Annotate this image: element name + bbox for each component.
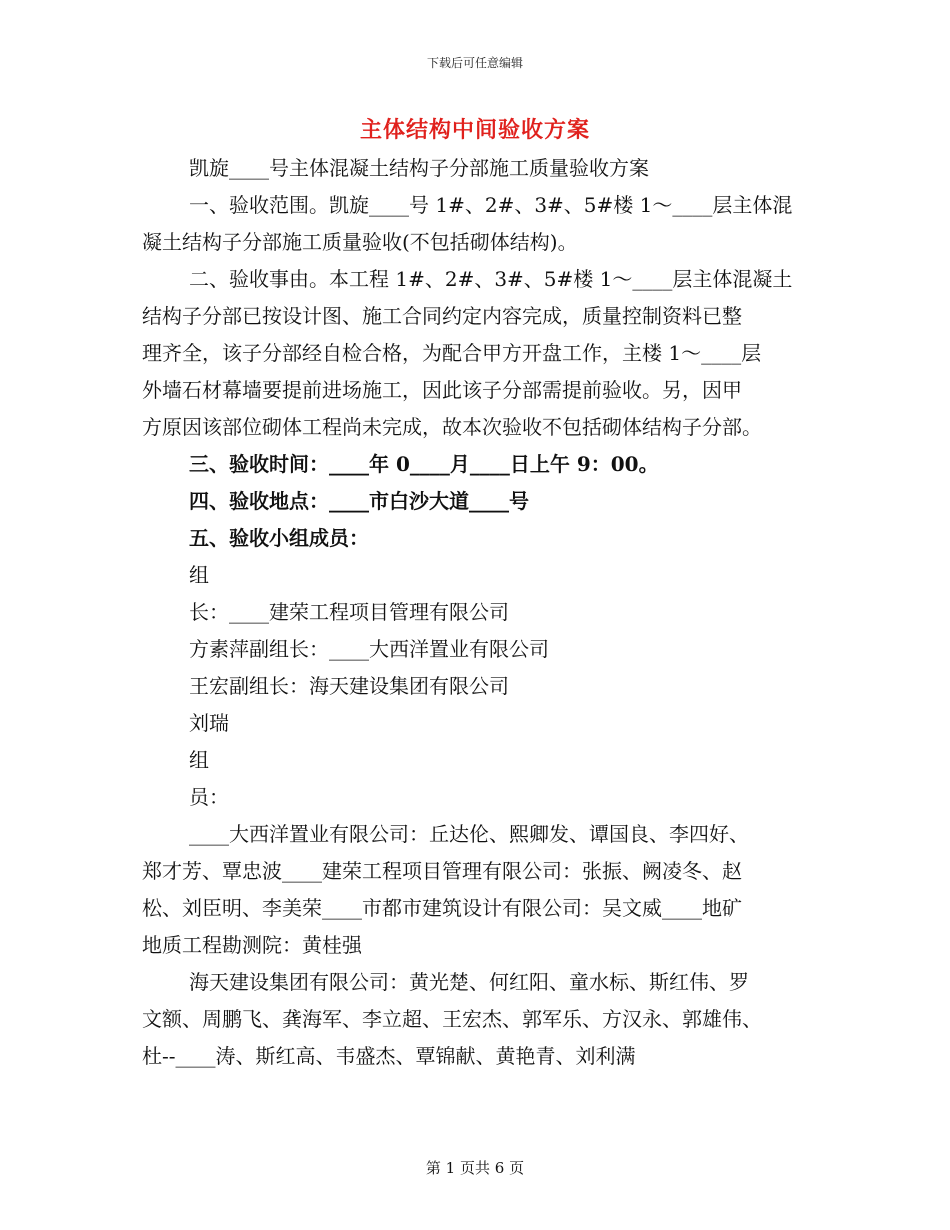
members-para-2-line-1: 海天建设集团有限公司：黄光楚、何红阳、童水标、斯红伟、罗 — [189, 970, 749, 994]
page-number: 第 1 页共 6 页 — [425, 1159, 525, 1177]
members-para-1-line-3: 松、刘臣明、李美荣____市都市建筑设计有限公司：吴文威____地矿 — [142, 896, 742, 920]
members-para-1-line-1: ____大西洋置业有限公司：丘达伦、熙卿发、谭国良、李四好、 — [189, 822, 749, 846]
page-header: 下载后可任意编辑 — [426, 56, 523, 70]
section-4-location: 四、验收地点：____市白沙大道____号 — [189, 489, 529, 513]
members-para-1-line-4: 地质工程勘测院：黄桂强 — [142, 933, 362, 957]
document-body — [142, 150, 810, 1075]
member-line-leader: 长：____建荣工程项目管理有限公司 — [189, 600, 509, 624]
section-3-time: 三、验收时间：____年 0____月____日上午 9：00。 — [189, 452, 659, 476]
member-line-deputy-2: 王宏副组长：海天建设集团有限公司 — [189, 674, 509, 698]
document-title: 主体结构中间验收方案 — [359, 117, 590, 143]
section-2-line-2: 结构子分部已按设计图、施工合同约定内容完成，质量控制资料已整 — [142, 304, 742, 328]
members-para-1-line-2: 郑才芳、覃忠波____建荣工程项目管理有限公司：张振、阙凌冬、赵 — [142, 859, 742, 883]
section-2-line-3: 理齐全，该子分部经自检合格，为配合甲方开盘工作，主楼 1～____层 — [142, 341, 762, 365]
members-para-2-line-2: 文额、周鹏飞、龚海军、李立超、王宏杰、郭军乐、方汉永、郭雄伟、 — [142, 1007, 762, 1031]
member-line-deputy-1: 方素萍副组长：____大西洋置业有限公司 — [189, 637, 549, 661]
member-line-zu: 组 — [189, 563, 209, 587]
section-2-line-4: 外墙石材幕墙要提前进场施工，因此该子分部需提前验收。另，因甲 — [142, 378, 742, 402]
section-1-line-1: 一、验收范围。凯旋____号 1#、2#、3#、5#楼 1～____层主体混 — [189, 193, 793, 217]
member-line-zu-2: 组 — [189, 748, 209, 772]
member-line-liurui: 刘瑞 — [189, 711, 229, 735]
members-para-2-line-3: 杜--____涛、斯红高、韦盛杰、覃锦献、黄艳青、刘利满 — [142, 1044, 636, 1068]
member-line-yuan: 员： — [189, 785, 229, 809]
section-2-line-5: 方原因该部位砌体工程尚未完成，故本次验收不包括砌体结构子分部。 — [142, 415, 762, 439]
section-1-line-2: 凝土结构子分部施工质量验收(不包括砌体结构)。 — [142, 230, 578, 254]
section-2-line-1: 二、验收事由。本工程 1#、2#、3#、5#楼 1～____层主体混凝土 — [189, 267, 793, 291]
subtitle-line: 凯旋____号主体混凝土结构子分部施工质量验收方案 — [189, 156, 649, 180]
section-5-heading: 五、验收小组成员： — [189, 526, 369, 550]
